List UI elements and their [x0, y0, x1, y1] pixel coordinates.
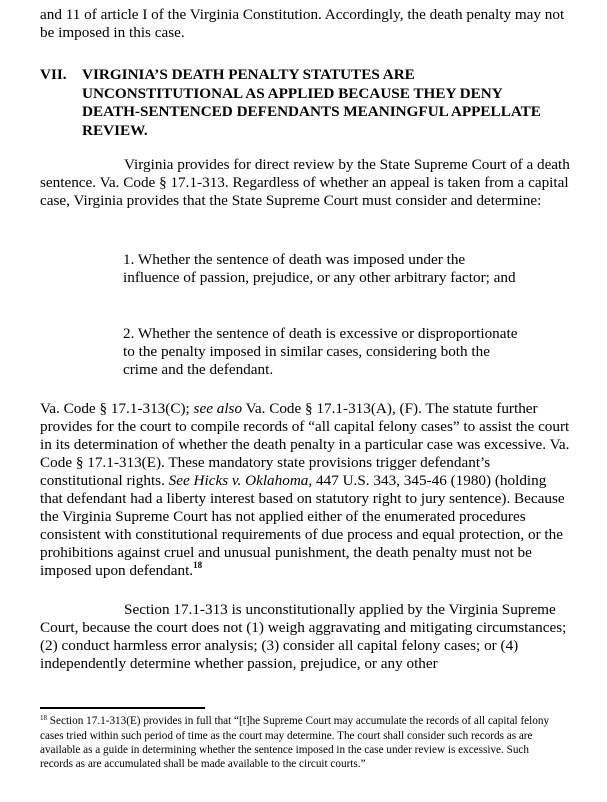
paragraph-unconstitutional-application: Section 17.1-313 is unconstitutionally applied by the Virginia Supreme Court, because the court does not (1) weigh aggravating and mitigating circumstances; (2) conduct harmless error analysis; (3) consider all capital felony cases; or (4) independently determine whether passion, prejudice, or any other [40, 601, 567, 672]
text-run: Va. Code § 17.1-313(C); [40, 400, 194, 417]
text-run: , 447 U.S. 343, 345-46 (1980) (holding that defendant had a liberty interest based on statutory right to jury sentence). Because the Virginia Supreme Court has not applied either of the enumerated procedures consistent with constitutional requirements of due process and equal protection, or the prohibitions against cruel and unusual punishment, the death penalty must not be imposed upon defendant. [40, 472, 565, 579]
footnote-18 [40, 714, 560, 771]
intro-paragraph: and 11 of article I of the Virginia Constitution. Accordingly, the death penalty may not be imposed in this case. [40, 6, 565, 41]
section-title: VIRGINIA’S DEATH PENALTY STATUTES ARE UNCONSTITUTIONAL AS APPLIED BECAUSE THEY DENY DEATH-SENTENCED DEFENDANTS MEANINGFUL APPELLATE REVIEW. [82, 66, 541, 139]
text-run: Va. Code § 17.1-313(A), (F). The statute further provides for the court to compile records of “all capital felony cases” to assist the court in its determination of whether the death penalty in a particular case was excessive. Va. Code § 17.1-313(E). These mandatory state provisions trigger defendant’s constitutional rights. [40, 400, 570, 489]
case-citation: See Hicks v. Oklahoma [168, 472, 309, 489]
footnote-marker: 18 [40, 714, 47, 722]
section-number: VII. [40, 66, 67, 83]
citation-signal: see also [193, 400, 243, 417]
quoted-item-2: 2. Whether the sentence of death is excessive or disproportionate to the penalty imposed in similar cases, considering both the crime and the defendant. [123, 325, 518, 378]
paragraph-statute-analysis [40, 400, 570, 581]
footnote-text: Section 17.1-313(E) provides in full that “[t]he Supreme Court may accumulate the records of all capital felony cases tried within such period of time as the court may determine. The court shall consider such records as are available as a guide in determining whether the sentence imposed in the case under review is excessive. Such records as are accumulated shall be made available to the circuit courts.” [40, 715, 550, 770]
paragraph-direct-review: Virginia provides for direct review by the State Supreme Court of a death sentence. Va. Code § 17.1-313. Regardless of whether an appeal is taken from a capital case, Virginia provides that the State Supreme Court must consider and determine: [40, 156, 570, 209]
footnote-reference[interactable]: 18 [193, 560, 203, 570]
quoted-item-1: 1. Whether the sentence of death was imposed under the influence of passion, prejudice, or any other arbitrary factor; and [123, 251, 516, 286]
footnote-separator [40, 707, 205, 709]
